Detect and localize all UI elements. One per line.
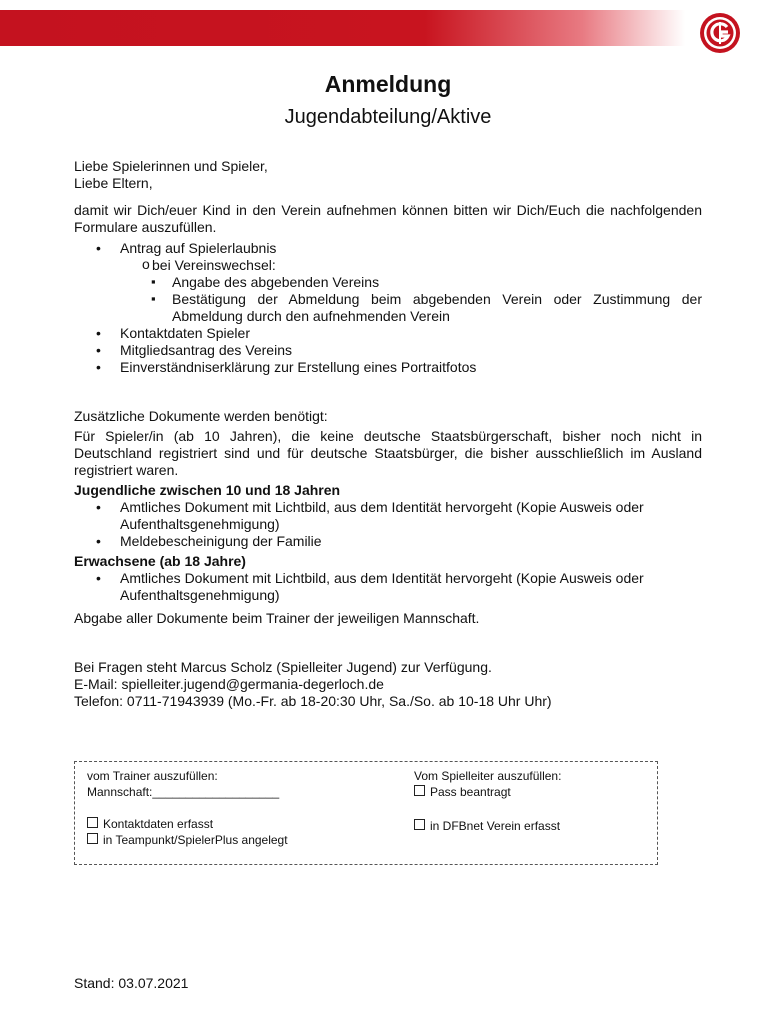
contact-email: E-Mail: spielleiter.jugend@germania-degerloch.de (74, 676, 384, 692)
teampunkt-label: in Teampunkt/SpielerPlus angelegt (103, 833, 288, 847)
contact-label: Kontaktdaten erfasst (103, 817, 214, 831)
pass-checkbox-row[interactable] (414, 784, 654, 800)
greeting-line-2: Liebe Eltern, (74, 175, 153, 191)
checkbox-icon[interactable] (414, 819, 425, 830)
youth-heading: Jugendliche zwischen 10 und 18 Jahren (74, 482, 341, 498)
checkbox-icon[interactable] (87, 833, 98, 844)
list-item: • Amtliches Dokument mit Lichtbild, aus dem Identität hervorgeht (Kopie Ausweis oder Aufenthaltsgenehmigung) (74, 499, 702, 533)
checkbox-icon[interactable] (87, 817, 98, 828)
additional-text: Für Spieler/in (ab 10 Jahren), die keine deutsche Staatsbürgerschaft, bisher noch nicht in Deutschland registriert sind und für deutsche Staatsbürger, die bisher ausschließlich im Ausland registriert waren. (74, 428, 702, 478)
list-item: • Amtliches Dokument mit Lichtbild, aus dem Identität hervorgeht (Kopie Ausweis oder Aufenthaltsgenehmigung) (74, 570, 702, 604)
additional-heading: Zusätzliche Dokumente werden benötigt: (74, 408, 328, 424)
team-field[interactable]: Mannschaft:___________________ (87, 785, 280, 799)
intro-text: damit wir Dich/euer Kind in den Verein aufnehmen können bitten wir Dich/Euch die nachfolgenden Formulare auszufüllen. (74, 202, 702, 235)
forms-list (74, 240, 702, 376)
trainer-checks (87, 816, 407, 848)
dfbnet-label: in DFBnet Verein erfasst (430, 819, 561, 833)
leader-checks (414, 818, 654, 834)
list-item: ▪ Angabe des abgebenden Vereins (144, 274, 702, 291)
greeting-line-1: Liebe Spielerinnen und Spieler, (74, 158, 268, 174)
header-red-bar (0, 10, 685, 46)
document-body (74, 66, 702, 710)
contact-checkbox-row[interactable] (87, 816, 407, 832)
sub-list (120, 257, 702, 325)
checkbox-icon[interactable] (414, 785, 425, 796)
form-item-label: Antrag auf Spielerlaubnis (120, 240, 277, 256)
youth-list (74, 499, 702, 550)
pass-label: Pass beantragt (430, 785, 511, 799)
dfbnet-checkbox-row[interactable] (414, 818, 654, 834)
list-item: ▪ Bestätigung der Abmeldung beim abgebenden Verein oder Zustimmung der Abmeldung durch den aufnehmenden Verein (144, 291, 702, 325)
club-logo-icon (697, 10, 743, 56)
list-item: • Einverständniserklärung zur Erstellung eines Portraitfotos (74, 359, 702, 376)
list-item: • Kontaktdaten Spieler (74, 325, 702, 342)
adult-heading: Erwachsene (ab 18 Jahre) (74, 553, 246, 569)
trainer-section (87, 768, 407, 800)
page-title: Anmeldung (324, 71, 452, 97)
leader-section (414, 768, 654, 800)
adult-list (74, 570, 702, 604)
footer-date: Stand: 03.07.2021 (74, 975, 189, 991)
trainer-label: vom Trainer auszufüllen: (87, 769, 218, 783)
list-item: • Mitgliedsantrag des Vereins (74, 342, 702, 359)
list-item: • Meldebescheinigung der Familie (74, 533, 702, 550)
office-use-box (74, 761, 658, 865)
leader-label: Vom Spielleiter auszufüllen: (414, 769, 562, 783)
teampunkt-checkbox-row[interactable] (87, 832, 407, 848)
contact-phone: Telefon: 0711-71943939 (Mo.-Fr. ab 18-20:30 Uhr, Sa./So. ab 10-18 Uhr Uhr) (74, 693, 552, 709)
submit-note: Abgabe aller Dokumente beim Trainer der jeweiligen Mannschaft. (74, 610, 480, 626)
list-item (74, 240, 702, 325)
page-subtitle: Jugendabteilung/Aktive (284, 106, 492, 128)
sub-sub-list (152, 274, 702, 325)
list-item (120, 257, 702, 325)
sub-item-label: bei Vereinswechsel: (152, 257, 276, 273)
contact-line-1: Bei Fragen steht Marcus Scholz (Spielleiter Jugend) zur Verfügung. (74, 659, 492, 675)
